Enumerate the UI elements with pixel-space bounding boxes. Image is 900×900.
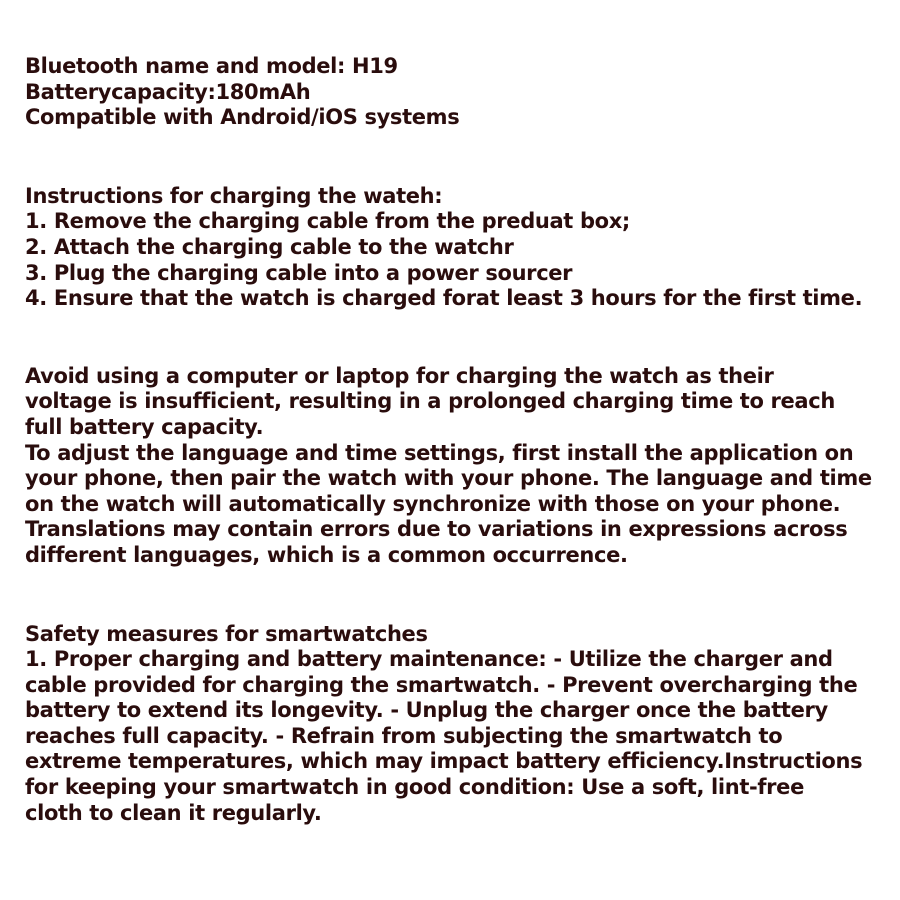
section-spacer [25, 131, 885, 184]
notes-line: Translations may contain errors due to variations in expressions across [25, 517, 848, 542]
safety-section [25, 622, 885, 827]
specs-section [25, 54, 885, 131]
notes-line: on the watch will automatically synchronize with those on your phone. [25, 491, 841, 516]
charging-step-3: 3. Plug the charging cable into a power sourcer [25, 260, 573, 285]
safety-line: cable provided for charging the smartwatch. - Prevent overcharging the [25, 672, 858, 697]
charging-step-1: 1. Remove the charging cable from the preduat box; [25, 209, 630, 234]
safety-heading: Safety measures for smartwatches [25, 621, 428, 646]
safety-line: battery to extend its longevity. - Unplug the charger once the battery [25, 698, 828, 723]
safety-line: reaches full capacity. - Refrain from subjecting the smartwatch to [25, 723, 783, 748]
charging-step-4: 4. Ensure that the watch is charged forat least 3 hours for the first time. [25, 286, 863, 311]
battery-capacity-line: Batterycapacity:180mAh [25, 79, 311, 104]
safety-line: for keeping your smartwatch in good condition: Use a soft, lint-free [25, 775, 804, 800]
instruction-document [25, 54, 885, 826]
section-spacer [25, 312, 885, 364]
safety-line: extreme temperatures, which may impact battery efficiency.Instructions [25, 749, 863, 774]
bluetooth-model-line: Bluetooth name and model: H19 [25, 54, 398, 78]
charging-instructions-section [25, 184, 885, 312]
notes-line: To adjust the language and time settings, first install the application on [25, 440, 854, 465]
charging-step-2: 2. Attach the charging cable to the watchr [25, 234, 514, 259]
notes-line: voltage is insufficient, resulting in a prolonged charging time to reach [25, 389, 835, 414]
charging-heading: Instructions for charging the wateh: [25, 183, 443, 208]
notes-line: Avoid using a computer or laptop for charging the watch as their [25, 363, 774, 388]
safety-line: 1. Proper charging and battery maintenance: - Utilize the charger and [25, 647, 833, 672]
section-spacer [25, 569, 885, 622]
notes-line: full battery capacity. [25, 414, 264, 439]
compatibility-line: Compatible with Android/iOS systems [25, 105, 460, 130]
notes-line: your phone, then pair the watch with your phone. The language and time [25, 466, 872, 491]
notes-section [25, 364, 885, 569]
safety-line: cloth to clean it regularly. [25, 800, 322, 825]
notes-line: different languages, which is a common occurrence. [25, 542, 628, 567]
